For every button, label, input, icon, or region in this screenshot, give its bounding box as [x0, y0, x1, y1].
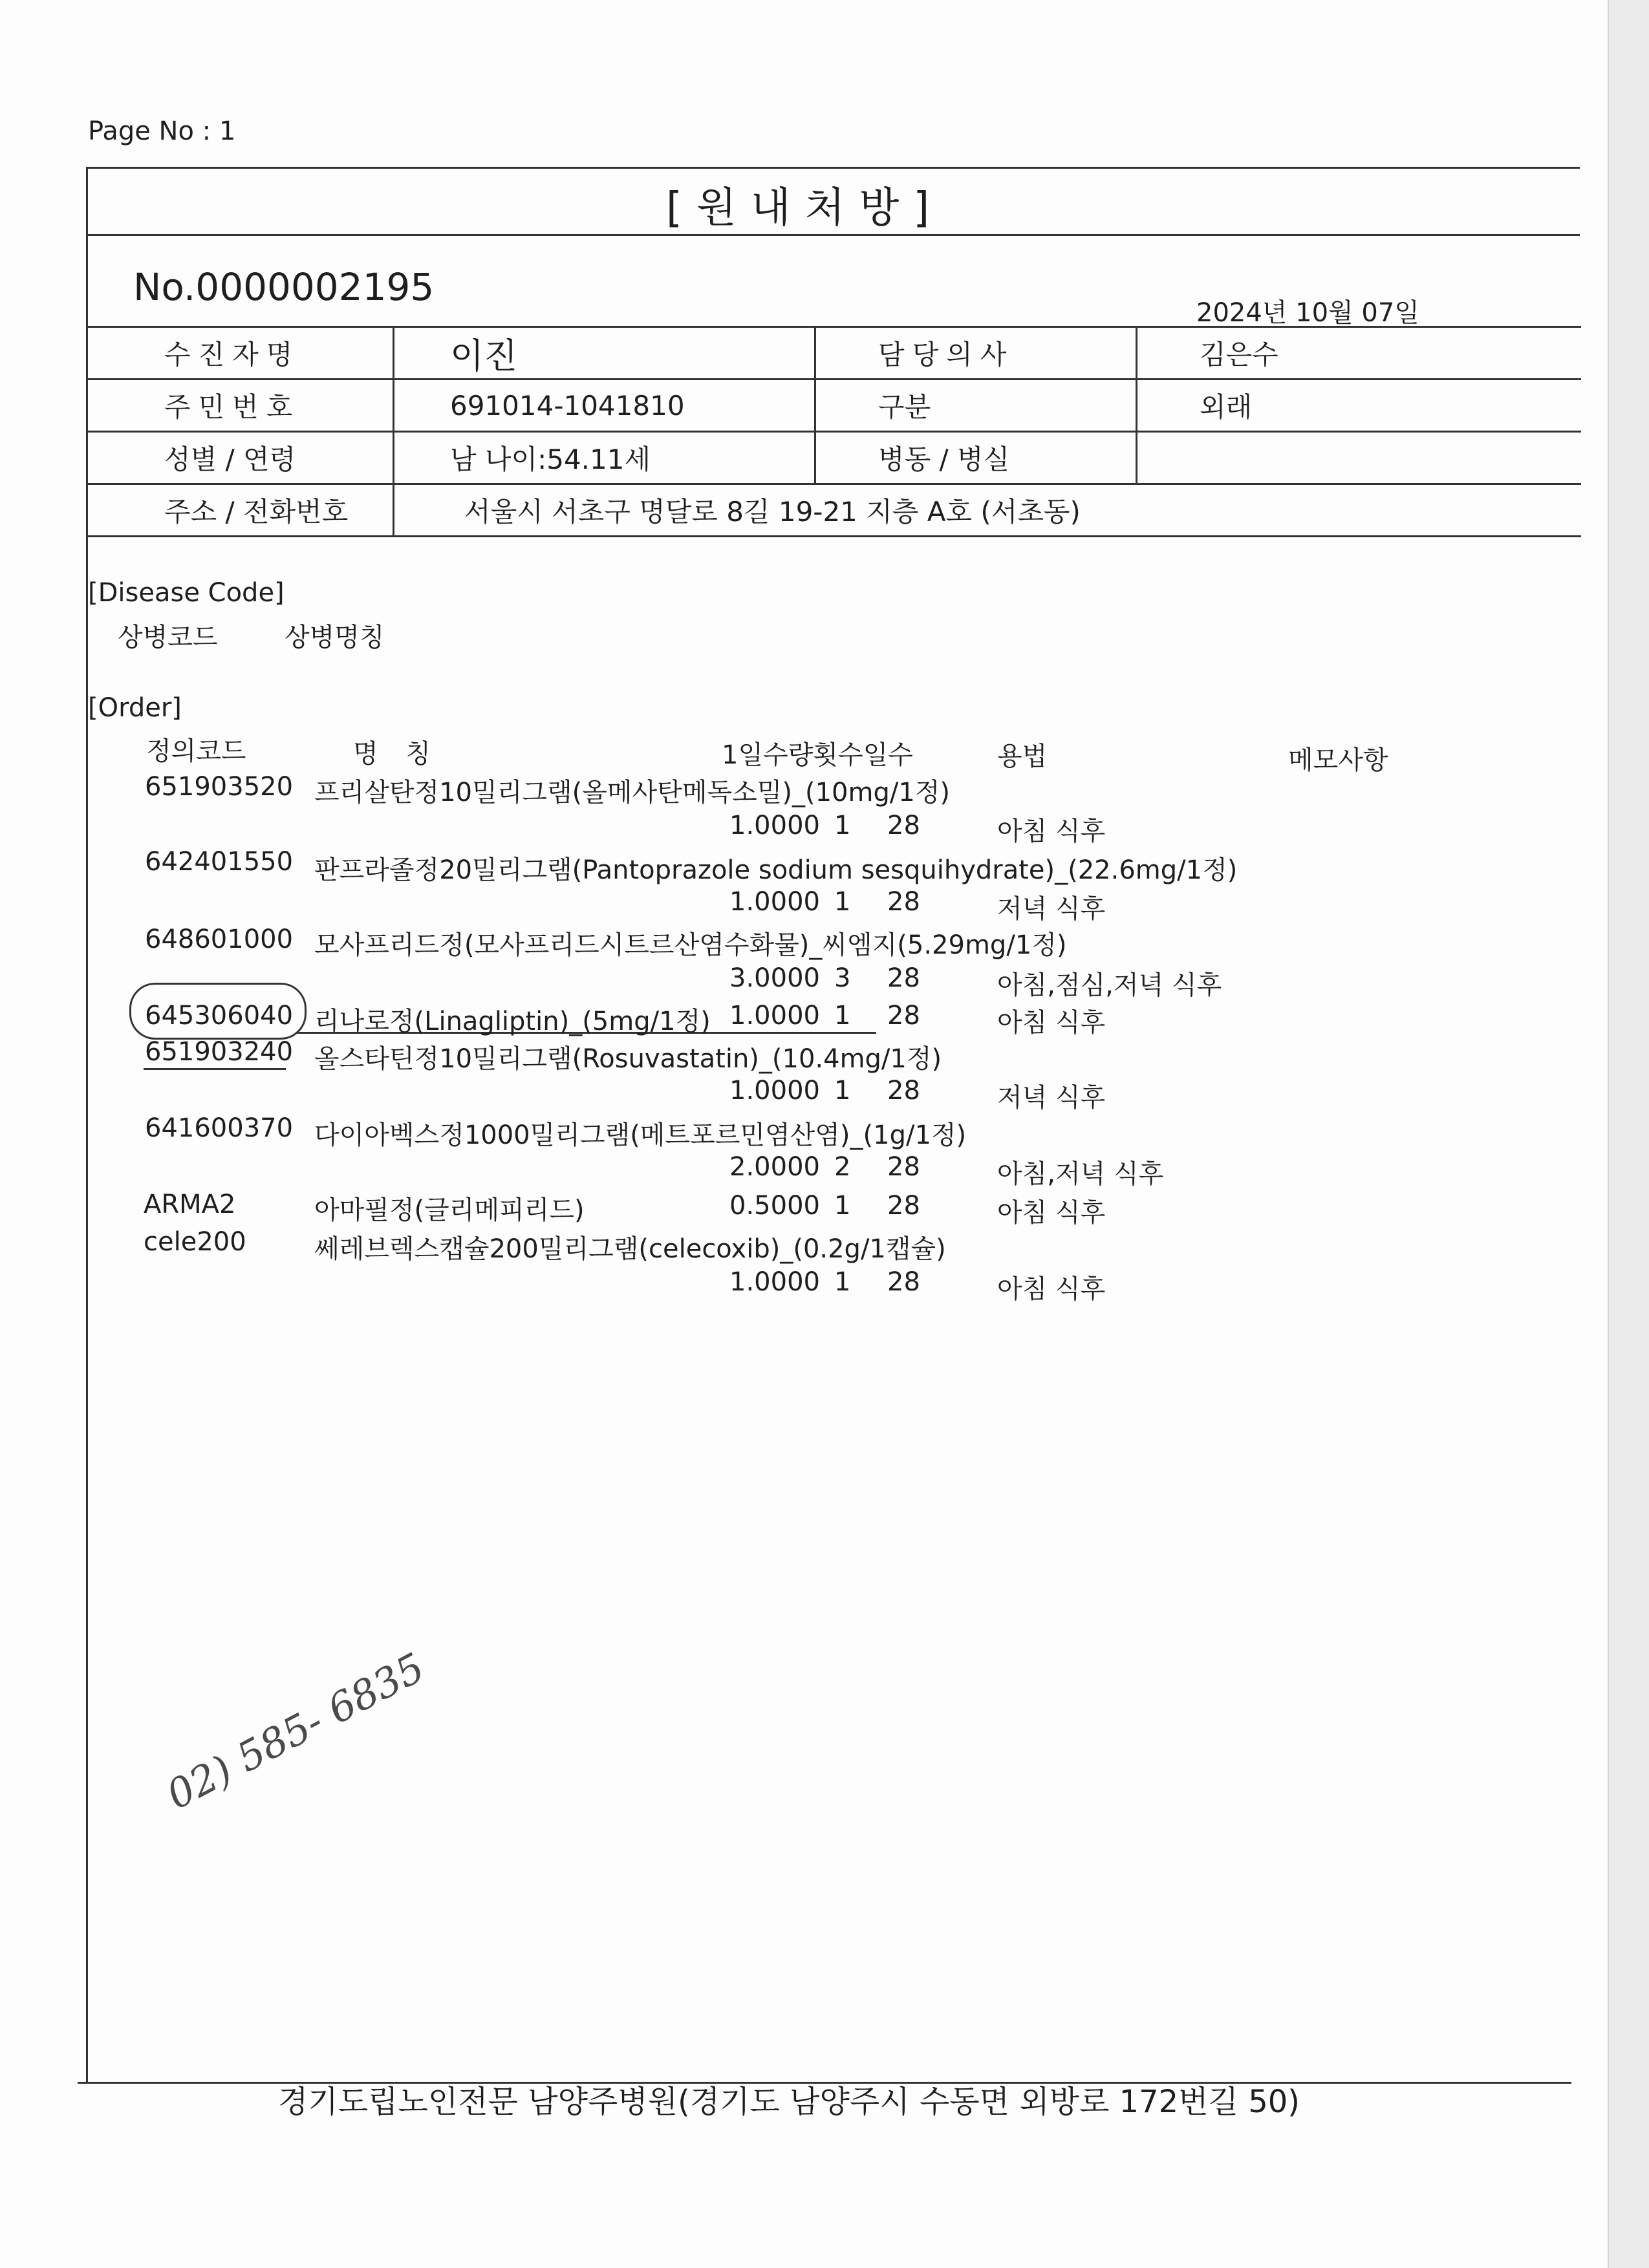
address-label: 주소 / 전화번호 [87, 484, 394, 537]
info-row-sex-age [87, 432, 1581, 484]
order-item-qty: 2.0000 [729, 1152, 820, 1182]
order-item-name: 모사프리드정(모사프리드시트르산염수화물)_씨엠지(5.29mg/1정) [314, 930, 1067, 960]
order-item-name: 리나로정(Linagliptin)_(5mg/1정) [314, 1007, 711, 1036]
document-title: [원내처방] [666, 184, 944, 232]
pen-underline-code [144, 1068, 286, 1070]
order-item-days: 28 [887, 1076, 920, 1106]
order-item-code: cele200 [144, 1227, 246, 1257]
ward-label: 병동 / 병실 [815, 432, 1137, 484]
info-row-address [87, 484, 1581, 537]
category-value: 외래 [1137, 380, 1581, 432]
scan-edge [1608, 0, 1649, 2268]
order-item-days: 28 [887, 811, 920, 840]
patient-info-table [86, 326, 1581, 537]
order-item-days: 28 [887, 963, 920, 993]
order-item-days: 28 [887, 1191, 920, 1221]
order-item-name: 다이아벡스정1000밀리그램(메트포르민염산염)_(1g/1정) [314, 1120, 967, 1150]
order-item-usage: 아침 식후 [997, 1198, 1106, 1228]
order-item-code: 651903240 [145, 1037, 294, 1067]
patient-name-label: 수진자명 [87, 327, 394, 380]
order-item-name: 아마필정(글리메피리드) [314, 1195, 585, 1225]
order-col-name: 명 칭 [353, 739, 431, 769]
order-item-name: 프리살탄정10밀리그램(올메사탄메독소밀)_(10mg/1정) [314, 778, 951, 808]
prescription-date: 2024년 10월 07일 [1196, 298, 1419, 328]
resident-no: 691014-1041810 [394, 380, 815, 432]
hospital-footer: 경기도립노인전문 남양주병원(경기도 남양주시 수동면 외방로 172번길 50) [278, 2084, 1300, 2120]
order-item-times: 1 [834, 1267, 851, 1297]
order-item-qty: 1.0000 [729, 811, 820, 840]
resident-no-label: 주민번호 [87, 380, 394, 432]
order-item-name: 쎄레브렉스캡슐200밀리그램(celecoxib)_(0.2g/1캡슐) [314, 1234, 946, 1264]
title-divider [86, 234, 1580, 236]
order-item-qty: 3.0000 [729, 963, 820, 993]
order-item-times: 1 [834, 887, 851, 917]
prescription-number: No.0000002195 [133, 265, 435, 309]
order-col-memo: 메모사항 [1288, 745, 1388, 775]
order-item-days: 28 [887, 1267, 920, 1297]
sex-age-value: 남 나이:54.11세 [394, 432, 815, 484]
order-item-code: 645306040 [145, 1001, 294, 1031]
order-item-code: ARMA2 [144, 1190, 236, 1219]
order-item-usage: 저녁 식후 [997, 894, 1106, 924]
handwritten-phone-note: 02) 585- 6835 [158, 1643, 433, 1819]
order-item-usage: 저녁 식후 [997, 1083, 1106, 1113]
order-item-days: 28 [887, 887, 920, 917]
doctor-name: 김은수 [1137, 327, 1581, 380]
order-item-usage: 아침 식후 [997, 1008, 1106, 1038]
order-item-name: 판프라졸정20밀리그램(Pantoprazole sodium sesquihydrate)_(22.6mg/1정) [314, 855, 1238, 885]
order-item-times: 3 [834, 963, 851, 993]
order-item-usage: 아침,저녁 식후 [997, 1159, 1164, 1189]
patient-name: 이진 [394, 327, 815, 380]
order-item-times: 2 [834, 1152, 851, 1182]
info-row-resident [87, 380, 1581, 432]
page-number: Page No : 1 [88, 116, 236, 146]
order-item-usage: 아침 식후 [997, 1274, 1106, 1304]
order-item-usage: 아침,점심,저녁 식후 [997, 970, 1222, 1000]
ward-value [1137, 432, 1581, 484]
order-item-qty: 0.5000 [729, 1191, 820, 1221]
order-item-days: 28 [887, 1001, 920, 1031]
category-label: 구분 [815, 380, 1137, 432]
order-item-qty: 1.0000 [729, 1267, 820, 1297]
order-item-times: 1 [834, 1191, 851, 1221]
order-col-usage: 용법 [997, 742, 1048, 771]
order-item-qty: 1.0000 [729, 1076, 820, 1106]
sex-age-label: 성별 / 연령 [87, 432, 394, 484]
order-item-usage: 아침 식후 [997, 817, 1106, 846]
disease-code-header: [Disease Code] [88, 578, 285, 608]
order-item-name: 올스타틴정10밀리그램(Rosuvastatin)_(10.4mg/1정) [314, 1044, 942, 1074]
doctor-label: 담당의사 [815, 327, 1137, 380]
disease-col-name: 상병명칭 [285, 623, 385, 652]
order-item-qty: 1.0000 [729, 1001, 820, 1031]
order-item-times: 1 [834, 811, 851, 840]
order-col-dose: 1일수량횟수일수 [722, 740, 913, 770]
frame-top-line [86, 167, 1580, 169]
address-value: 서울시 서초구 명달로 8길 19-21 지층 A호 (서초동) [394, 484, 1581, 537]
order-item-times: 1 [834, 1076, 851, 1106]
order-header: [Order] [88, 693, 182, 723]
order-item-code: 648601000 [145, 925, 294, 954]
order-item-code: 641600370 [145, 1113, 294, 1143]
order-col-code: 정의코드 [146, 736, 246, 766]
disease-col-code: 상병코드 [118, 623, 218, 652]
order-item-code: 642401550 [145, 847, 294, 877]
order-item-days: 28 [887, 1152, 920, 1182]
order-item-code: 651903520 [145, 772, 294, 802]
order-item-times: 1 [834, 1001, 851, 1031]
order-item-qty: 1.0000 [729, 887, 820, 917]
info-row-name [87, 327, 1581, 380]
